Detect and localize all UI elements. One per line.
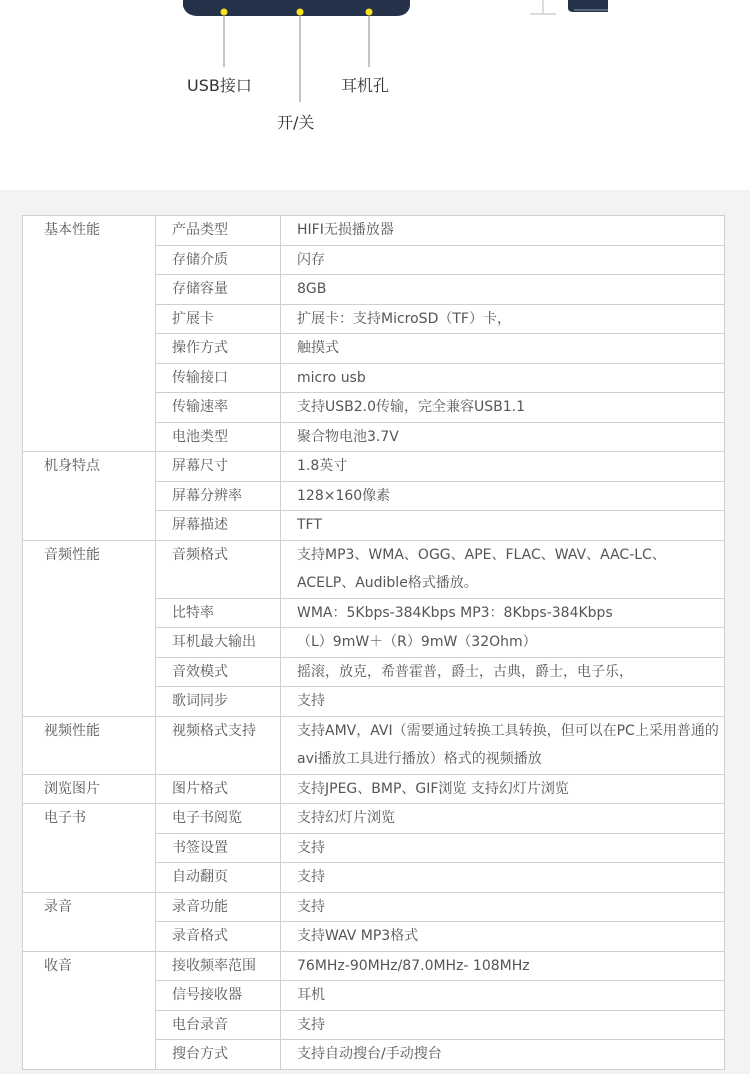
spec-key: 存储容量 bbox=[156, 275, 281, 305]
spec-value: 支持AMV，AVI（需要通过转换工具转换，但可以在PC上采用普通的avi播放工具进行播放）格式的视频播放 bbox=[281, 716, 725, 774]
category-label: 机身特点 bbox=[44, 458, 100, 474]
spec-value: 128×160像素 bbox=[281, 481, 725, 511]
spec-key: 比特率 bbox=[156, 598, 281, 628]
spec-key: 音频格式 bbox=[156, 540, 281, 598]
category-cell bbox=[23, 951, 156, 1069]
spec-value: 支持JPEG、BMP、GIF浏览 支持幻灯片浏览 bbox=[281, 774, 725, 804]
usb-port-label: USB接口 bbox=[187, 76, 252, 95]
category-cell bbox=[23, 774, 156, 804]
spec-value: HIFI无损播放器 bbox=[281, 216, 725, 246]
category-cell bbox=[23, 452, 156, 541]
table-row bbox=[23, 892, 725, 922]
spec-table bbox=[22, 215, 725, 1070]
spec-value: 闪存 bbox=[281, 245, 725, 275]
spec-value: 支持自动搜台/手动搜台 bbox=[281, 1040, 725, 1070]
table-row bbox=[23, 804, 725, 834]
spec-key: 录音格式 bbox=[156, 922, 281, 952]
power-button-dot bbox=[297, 9, 304, 16]
category-cell bbox=[23, 216, 156, 452]
spec-key: 电池类型 bbox=[156, 422, 281, 452]
table-row bbox=[23, 716, 725, 774]
category-label: 录音 bbox=[44, 898, 72, 915]
spec-key: 存储介质 bbox=[156, 245, 281, 275]
spec-value: 耳机 bbox=[281, 981, 725, 1011]
spec-value: 支持 bbox=[281, 863, 725, 893]
spec-key: 屏幕分辨率 bbox=[156, 481, 281, 511]
spec-key: 产品类型 bbox=[156, 216, 281, 246]
spec-key: 接收频率范围 bbox=[156, 951, 281, 981]
spec-value: 触摸式 bbox=[281, 334, 725, 364]
spec-value: 76MHz-90MHz/87.0MHz- 108MHz bbox=[281, 951, 725, 981]
device-bottom-edge bbox=[183, 0, 410, 16]
spec-value: 支持 bbox=[281, 892, 725, 922]
earphone-jack-dot bbox=[366, 9, 373, 16]
usb-port-dot bbox=[221, 9, 228, 16]
spec-value: micro usb bbox=[281, 363, 725, 393]
earphone-jack-label: 耳机孔 bbox=[341, 76, 390, 95]
spec-value: 支持 bbox=[281, 687, 725, 717]
spec-key: 屏幕尺寸 bbox=[156, 452, 281, 482]
spec-value: 1.8英寸 bbox=[281, 452, 725, 482]
spec-value: 支持WAV MP3格式 bbox=[281, 922, 725, 952]
spec-key: 传输速率 bbox=[156, 393, 281, 423]
spec-key: 电子书阅览 bbox=[156, 804, 281, 834]
category-cell bbox=[23, 716, 156, 774]
spec-value: WMA：5Kbps-384Kbps MP3：8Kbps-384Kbps bbox=[281, 598, 725, 628]
spec-key: 录音功能 bbox=[156, 892, 281, 922]
category-label: 视频性能 bbox=[44, 722, 100, 739]
product-diagram bbox=[0, 0, 750, 190]
category-cell bbox=[23, 892, 156, 951]
spec-value: 支持MP3、WMA、OGG、APE、FLAC、WAV、AAC-LC、ACELP、Audible格式播放。 bbox=[281, 540, 725, 598]
spec-value: 支持 bbox=[281, 833, 725, 863]
table-row bbox=[23, 774, 725, 804]
category-cell bbox=[23, 804, 156, 893]
spec-key: 歌词同步 bbox=[156, 687, 281, 717]
category-cell bbox=[23, 540, 156, 716]
spec-value: 摇滚，放克，希普霍普，爵士，古典，爵士，电子乐， bbox=[281, 657, 725, 687]
spec-key: 电台录音 bbox=[156, 1010, 281, 1040]
spec-value: 支持USB2.0传输，完全兼容USB1.1 bbox=[281, 393, 725, 423]
table-row bbox=[23, 216, 725, 246]
spec-value: TFT bbox=[281, 511, 725, 541]
spec-key: 耳机最大输出 bbox=[156, 628, 281, 658]
spec-key: 扩展卡 bbox=[156, 304, 281, 334]
spec-value: 支持 bbox=[281, 1010, 725, 1040]
spec-key: 传输接口 bbox=[156, 363, 281, 393]
spec-key: 音效模式 bbox=[156, 657, 281, 687]
spec-key: 自动翻页 bbox=[156, 863, 281, 893]
category-label: 电子书 bbox=[44, 810, 86, 826]
spec-key: 搜台方式 bbox=[156, 1040, 281, 1070]
spec-key: 视频格式支持 bbox=[156, 716, 281, 774]
spec-value: 8GB bbox=[281, 275, 725, 305]
power-switch-label: 开/关 bbox=[277, 113, 315, 132]
spec-key: 操作方式 bbox=[156, 334, 281, 364]
category-label: 收音 bbox=[44, 957, 72, 974]
spec-key: 屏幕描述 bbox=[156, 511, 281, 541]
category-label: 基本性能 bbox=[44, 222, 100, 238]
spec-key: 书签设置 bbox=[156, 833, 281, 863]
spec-value: （L）9mW＋（R）9mW（32Ohm） bbox=[281, 628, 725, 658]
spec-value: 聚合物电池3.7V bbox=[281, 422, 725, 452]
category-label: 音频性能 bbox=[44, 546, 100, 563]
spec-key: 信号接收器 bbox=[156, 981, 281, 1011]
table-row bbox=[23, 452, 725, 482]
category-label: 浏览图片 bbox=[44, 780, 100, 797]
table-row bbox=[23, 951, 725, 981]
spec-value: 支持幻灯片浏览 bbox=[281, 804, 725, 834]
spec-section bbox=[0, 190, 750, 1074]
spec-value: 扩展卡：支持MicroSD（TF）卡， bbox=[281, 304, 725, 334]
spec-key: 图片格式 bbox=[156, 774, 281, 804]
table-row bbox=[23, 540, 725, 598]
